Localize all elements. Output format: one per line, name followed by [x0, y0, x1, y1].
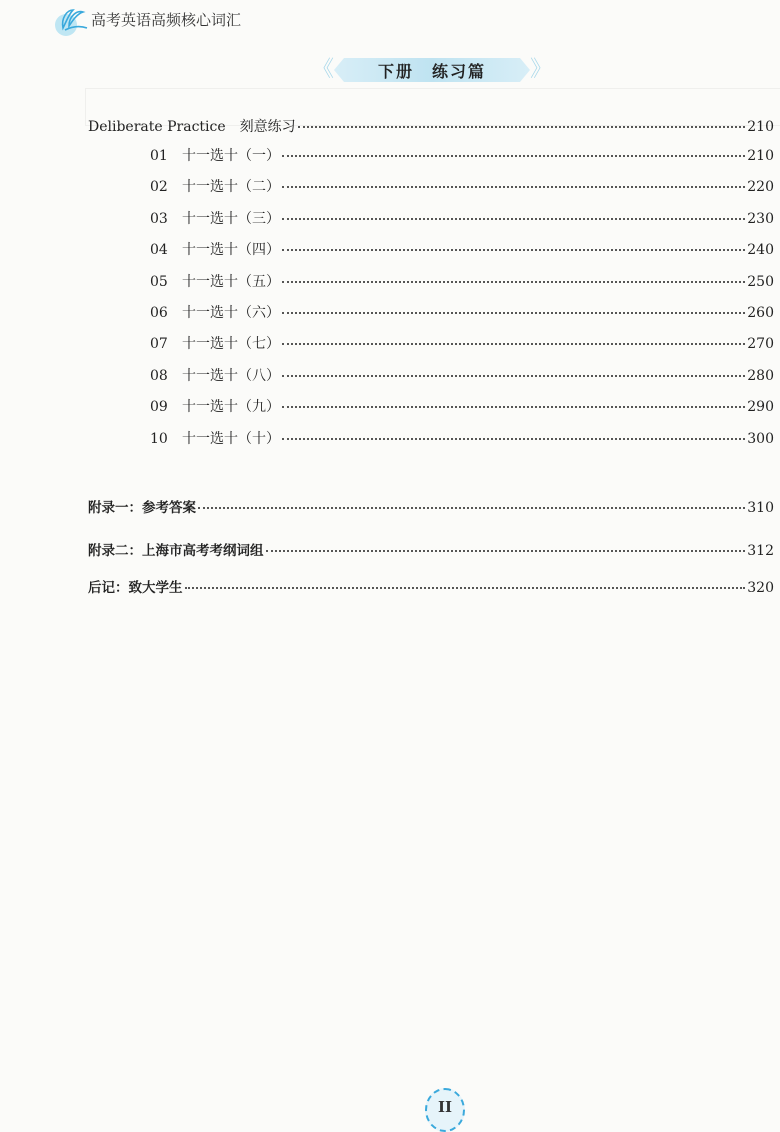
toc-page: 220: [747, 179, 774, 196]
dot-leader: [282, 343, 745, 345]
dot-leader: [198, 507, 745, 509]
toc-entry[interactable]: [150, 333, 774, 353]
toc-label: 附录一：参考答案: [88, 500, 196, 516]
toc-page: 320: [747, 580, 774, 596]
running-header: [55, 4, 241, 34]
dot-leader: [298, 126, 746, 128]
toc-entry-afterword[interactable]: [88, 576, 774, 596]
toc-label: 十一选十（九）: [182, 399, 280, 416]
toc-page: 210: [747, 119, 774, 135]
dot-leader: [282, 281, 745, 283]
toc-number: 09: [150, 399, 168, 416]
toc-page: 312: [747, 543, 774, 559]
dot-leader: [185, 587, 746, 589]
dot-leader: [282, 438, 745, 440]
toc-entry[interactable]: [150, 208, 774, 228]
toc-page: 240: [747, 242, 774, 259]
dot-leader: [282, 312, 745, 314]
toc-number: 10: [150, 430, 168, 447]
toc-label: 附录二：上海市高考考纲词组: [88, 543, 264, 559]
toc-number: 05: [150, 273, 168, 290]
toc-label: 十一选十（十）: [182, 430, 280, 447]
toc-number: 02: [150, 179, 168, 196]
toc-number: 03: [150, 210, 168, 227]
toc-entry-appendix[interactable]: [88, 539, 774, 559]
toc-entry[interactable]: [150, 302, 774, 322]
section-title: 下册 练习篇: [377, 61, 486, 81]
toc-entry[interactable]: [150, 428, 774, 448]
section-banner: [312, 58, 552, 82]
toc-page: 310: [747, 500, 774, 516]
toc-number: 07: [150, 336, 168, 353]
toc-entry[interactable]: [150, 239, 774, 259]
toc-page: 210: [747, 148, 774, 164]
book-title: 高考英语高频核心词汇: [91, 10, 242, 29]
dot-leader: [282, 186, 745, 188]
leaf-logo-icon: [55, 4, 89, 34]
toc-entry[interactable]: [150, 271, 774, 291]
toc-label: Deliberate Practice 刻意练习: [88, 119, 296, 135]
toc-label: 十一选十（二）: [182, 179, 280, 196]
toc-page: 270: [747, 336, 774, 353]
toc-number: 08: [150, 367, 168, 384]
toc-page: 280: [747, 367, 774, 384]
toc-entry-appendix[interactable]: [88, 496, 774, 516]
toc-label: 十一选十（五）: [182, 273, 280, 290]
dot-leader: [282, 249, 745, 251]
toc-entry[interactable]: [150, 396, 774, 416]
chevron-right-icon: 》: [529, 57, 552, 82]
toc-label: 十一选十（四）: [182, 242, 280, 259]
dot-leader: [282, 218, 745, 220]
toc-entry[interactable]: [150, 145, 774, 165]
dot-leader: [266, 550, 746, 552]
dot-leader: [282, 375, 745, 377]
chevron-left-icon: 《: [312, 57, 335, 82]
toc-entry[interactable]: [150, 176, 774, 196]
toc-page: 300: [747, 430, 774, 447]
toc-label: 十一选十（六）: [182, 305, 280, 321]
toc-page: 290: [747, 399, 774, 416]
toc-page: 230: [747, 210, 774, 227]
dot-leader: [282, 406, 745, 408]
toc-entry-main[interactable]: [88, 116, 774, 136]
toc-number: 04: [150, 242, 168, 259]
toc-label: 十一选十（七）: [182, 336, 280, 353]
toc-label: 十一选十（八）: [182, 367, 280, 384]
toc-entry[interactable]: [150, 365, 774, 385]
page-number: II: [425, 1088, 465, 1132]
dot-leader: [282, 155, 745, 157]
toc-label: 十一选十（三）: [182, 210, 280, 227]
toc-label: 后记：致大学生: [88, 580, 183, 596]
toc-page: 260: [747, 305, 774, 321]
toc-label: 十一选十（一）: [182, 148, 280, 164]
toc-page: 250: [747, 273, 774, 290]
toc-number: 01: [150, 148, 168, 164]
toc-number: 06: [150, 305, 168, 321]
